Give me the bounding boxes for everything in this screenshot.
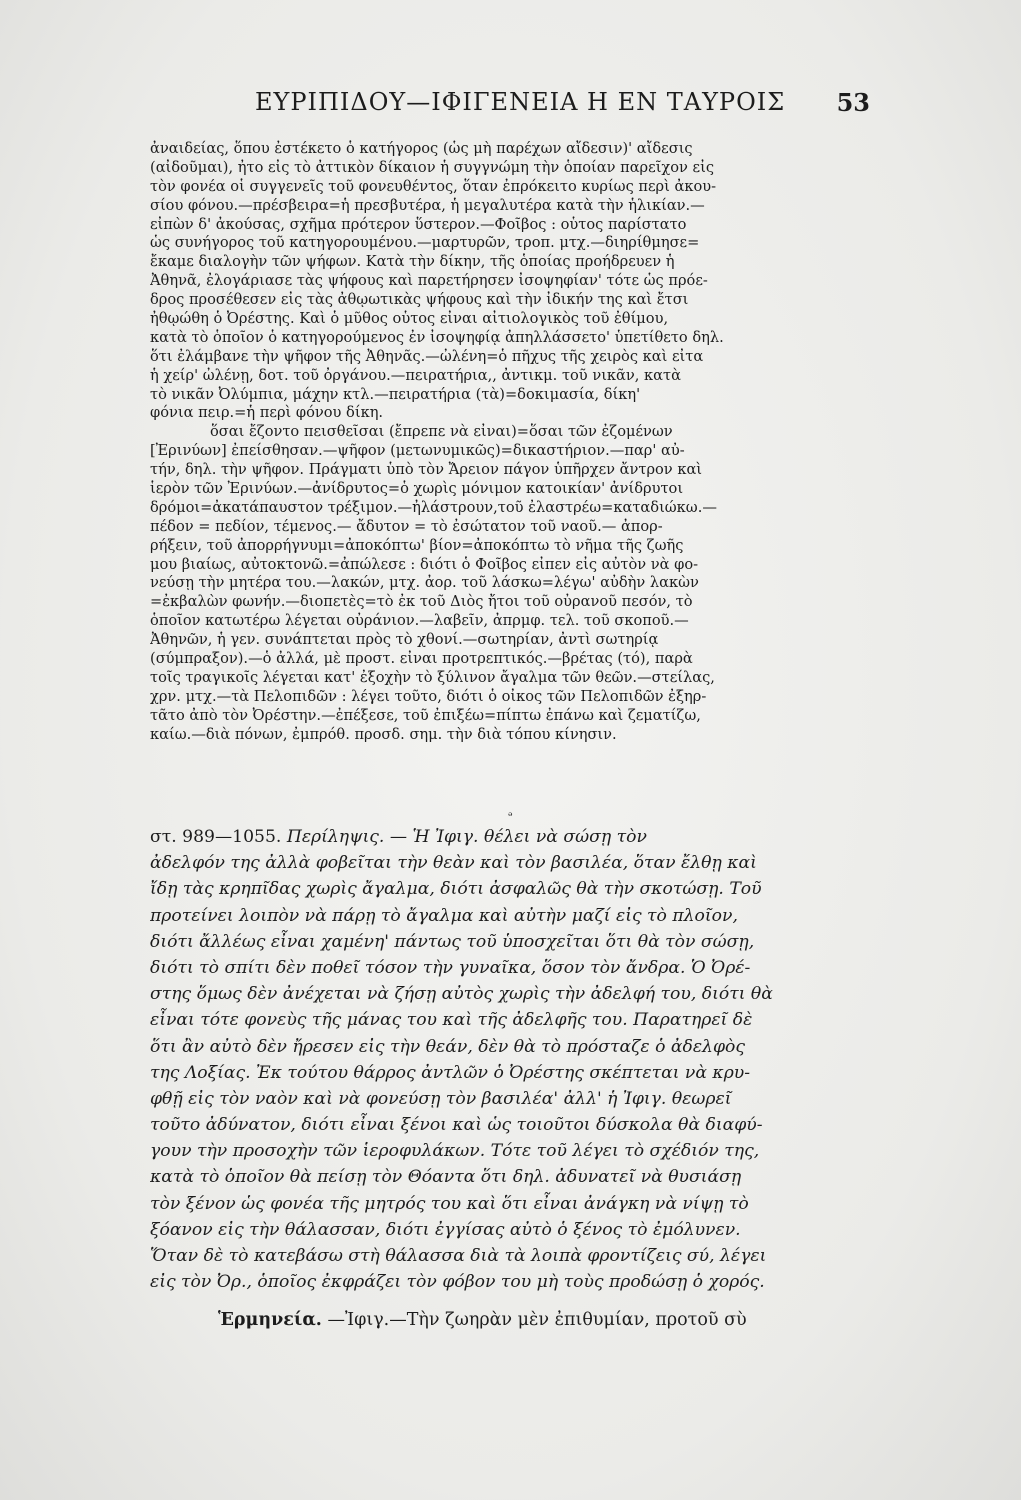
notes-line: κατὰ τὸ ὁποῖον ὁ κατηγορούμενος ἐν ἰσοψηφίᾳ ἀπηλλάσσετο' ὑπετίθετο δηλ. xyxy=(150,328,724,346)
notes-line: ὅτι ἐλάμβανε τὴν ψῆφον τῆς Ἀθηνᾶς.—ὠλένη=ὁ πῆχυς τῆς χειρὸς καὶ εἶτα xyxy=(150,347,704,365)
notes-line: πέδον = πεδίον, τέμενος.— ἄδυτον = τὸ ἐσώτατον τοῦ ναοῦ.— ἀπορ- xyxy=(150,517,663,535)
summary-line: ἀδελφόν της ἀλλὰ φοβεῖται τὴν θεὰν καὶ τὸν βασιλέα, ὅταν ἔλθῃ καὶ xyxy=(150,853,757,874)
notes-line: ἀναιδείας, ὅπου ἐστέκετο ὁ κατήγορος (ὡς μὴ παρέχων αἴδεσιν)' αἴδεσις xyxy=(150,140,693,157)
notes-line: τήν, δηλ. τὴν ψῆφον. Πράγματι ὑπὸ τὸν Ἄρειον πάγον ὑπῆρχεν ἄντρον καὶ xyxy=(150,461,703,479)
summary-line: διότι τὸ σπίτι δὲν ποθεῖ τόσον τὴν γυναῖκα, ὅσον τὸν ἄνδρα. Ὁ Ὀρέ- xyxy=(150,957,751,978)
notes-line: σίου φόνου.—πρέσβειρα=ἡ πρεσβυτέρα, ἡ μεγαλυτέρα κατὰ τὴν ἡλικίαν.— xyxy=(150,196,705,214)
notes-line: ὅσαι ἔζοντο πεισθεῖσαι (ἔπρεπε νὰ εἶναι)=ὅσαι τῶν ἐζομένων xyxy=(210,423,673,441)
summary-line: εἶναι τότε φονεὺς τῆς μάνας του καὶ τῆς ἀδελφῆς του. Παρατηρεῖ δὲ xyxy=(150,1010,753,1031)
notes-line: ἡ χείρ' ὠλένῃ, δοτ. τοῦ ὀργάνου.—πειρατήρια,, ἀντικμ. τοῦ νικᾶν, κατὰ xyxy=(150,366,681,384)
summary-line: ὅτι ἂν αὐτὸ δὲν ἤρεσεν εἰς τὴν θεάν, δὲν θὰ τὸ πρόσταζε ὁ ἀδελφὸς xyxy=(150,1036,745,1057)
notes-line: =ἐκβαλὼν φωνήν.—διοπετὲς=τὸ ἐκ τοῦ Διὸς ἤτοι τοῦ οὐρανοῦ πεσόν, τὸ xyxy=(150,593,693,611)
notes-line: ρήξειν, τοῦ ἀπορρήγνυμι=ἀποκόπτω' βίον=ἀποκόπτω τὸ νῆμα τῆς ζωῆς xyxy=(150,536,684,554)
summary-line: εἰς τὸν Ὀρ., ὁποῖος ἐκφράζει τὸν φόβον του μὴ τοὺς προδώσῃ ὁ χορός. xyxy=(150,1272,765,1293)
notes-line: Ἀθηνῶν, ἡ γεν. συνάπτεται πρὸς τὸ χθονί.—σωτηρίαν, ἀντὶ σωτηρίᾳ xyxy=(150,631,659,649)
commentary-notes xyxy=(150,140,883,745)
summary-line: της Λοξίας. Ἐκ τούτου θάρρος ἀντλῶν ὁ Ὀρέστης σκέπτεται νὰ κρυ- xyxy=(150,1062,751,1083)
summary-line: ξόανον εἰς τὴν θάλασσαν, διότι ἐγγίσας αὐτὸ ὁ ξένος τὸ ἐμόλυνεν. xyxy=(150,1219,741,1240)
notes-line: εἰπὼν δ' ἀκούσας, σχῆμα πρότερον ὕστερον.—Φοῖβος : οὗτος παρίστατο xyxy=(150,215,687,233)
notes-line: τοῖς τραγικοῖς λέγεται κατ' ἐξοχὴν τὸ ξύλινον ἄγαλμα τῶν θεῶν.—στείλας, xyxy=(150,668,715,686)
summary-line: — Ἡ Ἰφιγ. θέλει νὰ σώσῃ τὸν xyxy=(389,827,647,847)
notes-line: τὸν φονέα οἱ συγγενεῖς τοῦ φονευθέντος, ὅταν ἐπρόκειτο κυρίως περὶ ἀκου- xyxy=(150,177,717,195)
summary-line: φθῇ εἰς τὸν ναὸν καὶ νὰ φονεύσῃ τὸν βασιλέα' ἀλλ' ἡ Ἰφιγ. θεωρεῖ xyxy=(150,1088,732,1109)
summary-line: τοῦτο ἀδύνατον, διότι εἶναι ξένοι καὶ ὡς τοιοῦτοι δύσκολα θὰ διαφύ- xyxy=(150,1115,763,1136)
hermeneia-label: Ἑρμηνεία. xyxy=(218,1310,322,1330)
summary-line: τὸν ξένον ὡς φονέα τῆς μητρός του καὶ ὅτι εἶναι ἀνάγκη νὰ νίψῃ τὸ xyxy=(150,1193,749,1214)
notes-line: ὡς συνήγορος τοῦ κατηγορουμένου.—μαρτυρῶν, τροπ. μτχ.—διηρίθμησε= xyxy=(150,234,700,252)
notes-line: ἔκαμε διαλογὴν τῶν ψήφων. Κατὰ τὴν δίκην, τῆς ὁποίας προήδρευεν ἡ xyxy=(150,253,675,271)
notes-line: Ἀθηνᾶ, ἐλογάριασε τὰς ψήφους καὶ παρετήρησεν ἰσοψηφίαν' τότε ὡς πρόε- xyxy=(150,272,708,290)
running-head xyxy=(150,88,870,128)
notes-line: χρν. μτχ.—τὰ Πελοπιδῶν : λέγει τοῦτο, διότι ὁ οἶκος τῶν Πελοπιδῶν ἐξηρ- xyxy=(150,687,707,705)
notes-line: δρόμοι=ἀκατάπαυστον τρέξιμον.—ἠλάστρουν,τοῦ ἐλαστρέω=καταδιώκω.— xyxy=(150,498,717,516)
summary-line: Ὅταν δὲ τὸ κατεβάσω στὴ θάλασσα διὰ τὰ λοιπὰ φροντίζεις σύ, λέγει xyxy=(150,1246,767,1266)
notes-line: τὸ νικᾶν Ὀλύμπια, μάχην κτλ.—πειρατήρια (τὰ)=δοκιμασία, δίκη' xyxy=(150,385,641,403)
notes-line: (σύμπραξον).—ὁ ἀλλά, μὲ προστ. εἶναι προτρεπτικός.—βρέτας (τό), παρὰ xyxy=(150,650,693,668)
notes-line: ἠθῳώθη ὁ Ὀρέστης. Καὶ ὁ μῦθος οὗτος εἶναι αἰτιολογικὸς τοῦ ἐθίμου, xyxy=(150,310,669,328)
summary-line: κατὰ τὸ ὁποῖον θὰ πείσῃ τὸν Θόαντα ὅτι δηλ. ἀδυνατεῖ νὰ θυσιάσῃ xyxy=(150,1167,742,1188)
summary-line: διότι ἄλλέως εἶναι χαμένη' πάντως τοῦ ὑποσχεῖται ὅτι θὰ τὸν σώσῃ, xyxy=(150,931,755,952)
notes-line: ἱερὸν τῶν Ἐρινύων.—ἀνίδρυτος=ὁ χωρὶς μόνιμον κατοικίαν' ἀνίδρυτοι xyxy=(150,480,684,498)
notes-line: δρος προσέθεσεν εἰς τὰς ἀθῳωτικὰς ψήφους καὶ τὴν ἰδικήν της καὶ ἔτσι xyxy=(150,291,689,309)
notes-line: καίω.—διὰ πόνων, ἐμπρόθ. προσδ. σημ. τὴν διὰ τόπου κίνησιν. xyxy=(150,725,617,743)
summary-line: στης ὅμως δὲν ἀνέχεται νὰ ζήσῃ αὐτὸς χωρὶς τὴν ἀδελφή του, διότι θὰ xyxy=(150,984,773,1005)
notes-line: (αἰδοῦμαι), ἦτο εἰς τὸ ἀττικὸν δίκαιον ἡ συγγνώμη τὴν ὁποίαν παρεῖχον εἰς xyxy=(150,158,715,176)
summary-section xyxy=(150,824,898,1295)
summary-heading: Περίληψις. xyxy=(286,827,385,847)
page-number: 53 xyxy=(836,88,870,117)
running-title: ΕΥΡΙΠΙΔΟΥ—ΙΦΙΓΕΝΕΙΑ Η ΕΝ ΤΑΥΡΟΙΣ xyxy=(255,88,786,116)
summary-line: γουν τὴν προσοχὴν τῶν ἱεροφυλάκων. Τότε τοῦ λέγει τὸ σχέδιόν της, xyxy=(150,1141,760,1162)
hermeneia-line xyxy=(218,1310,898,1330)
summary-line: ἴδῃ τὰς κρηπῖδας χωρὶς ἄγαλμα, διότι ἀσφαλῶς θὰ τὴν σκοτώσῃ. Τοῦ xyxy=(150,879,762,900)
summary-line: προτείνει λοιπὸν νὰ πάρῃ τὸ ἄγαλμα καὶ αὐτὴν μαζί εἰς τὸ πλοῖον, xyxy=(150,905,738,926)
summary-first-line xyxy=(150,824,898,850)
hermeneia-text: —Ἰφιγ.—Τὴν ζωηρὰν μὲν ἐπιθυμίαν, προτοῦ σὺ xyxy=(327,1310,747,1330)
notes-line: τᾶτο ἀπὸ τὸν Ὀρέστην.—ἐπέξεσε, τοῦ ἐπιξέω=πίπτω ἐπάνω καὶ ζεματίζω, xyxy=(150,706,701,724)
verse-range-label: στ. 989—1055. xyxy=(150,827,282,847)
notes-line: μου βιαίως, αὐτοκτονῶ.=ἀπώλεσε : διότι ὁ Φοῖβος εἶπεν εἰς αὐτὸν νὰ φο- xyxy=(150,555,699,573)
notes-line: φόνια πειρ.=ἡ περὶ φόνου δίκη. xyxy=(150,404,384,422)
notes-line: νεύσῃ τὴν μητέρα του.—λακών, μτχ. ἀορ. τοῦ λάσκω=λέγω' αὐδὴν λακὼν xyxy=(150,574,699,592)
notes-line: ὁποῖον κατωτέρω λέγεται οὐράνιον.—λαβεῖν, ἀπρμφ. τελ. τοῦ σκοποῦ.— xyxy=(150,612,689,630)
separator-mark: ₔ xyxy=(508,805,513,819)
notes-line: [Ἐρινύων] ἐπείσθησαν.—ψῆφον (μετωνυμικῶς)=δικαστήριον.—παρ' αὐ- xyxy=(150,442,685,460)
